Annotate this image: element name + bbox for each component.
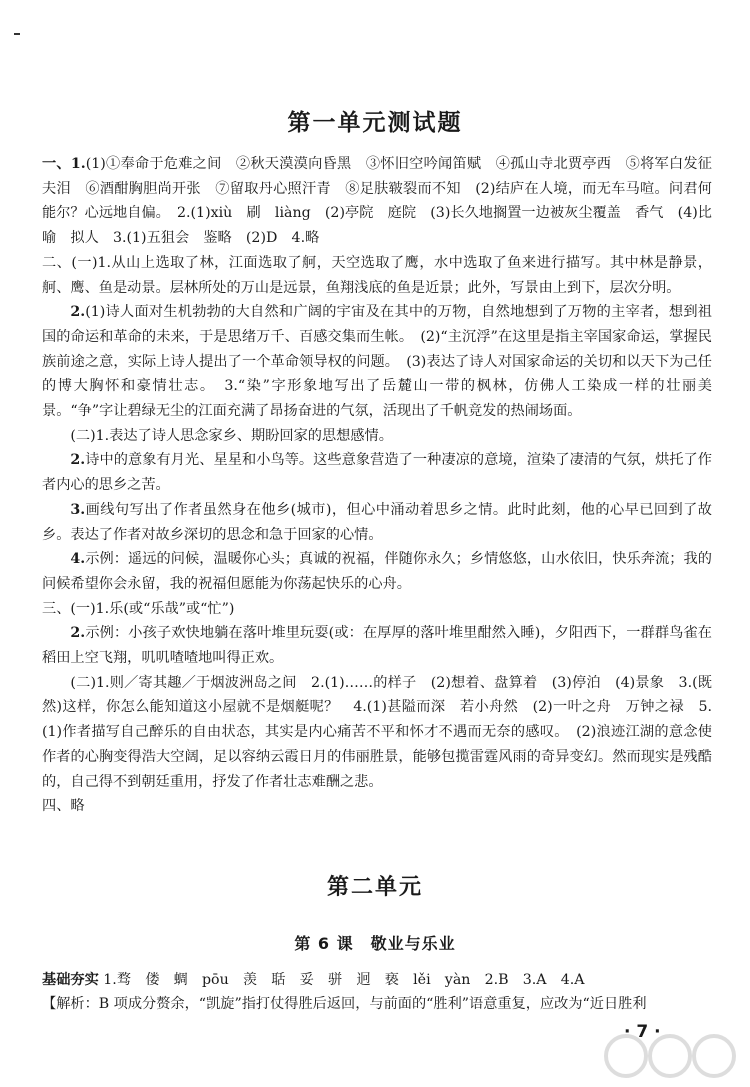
answer-section-2-1 bbox=[42, 251, 712, 300]
answer-text: (二)1.则／寄其趣／于烟波洲岛之间 2.(1)……的样子 (2)想着、盘算着 (3)停泊 (4)景象 3.(既然)这样，你怎么能知道这小屋就不是烟艇呢？ 4.(1)甚隘而深 若小舟然 (2)一叶之舟 万钟之禄 5.(1)作者描写自己醉乐的自由状态，其实是内心痛苦不平和怀才不遇而无奈的感叹。 (2)浪迹江湖的意念使作者的心胸变得浩大空阔，足以容纳云霞日月的伟丽胜景，能够包揽雷霆风雨的奇异变幻。然而现实是残酷的，自己得不到朝廷重用，抒发了作者壮志难酬之悲。 bbox=[42, 674, 712, 790]
answer-text: (1)①奉命于危难之间 ②秋天漠漠向昏黑 ③怀旧空吟闻笛赋 ④孤山寺北贾亭西 ⑤将军白发征夫泪 ⑥酒酣胸胆尚开张 ⑦留取丹心照汗青 ⑧足肤皲裂而不知 (2)结庐在人境，而无车马喧。问君何能尔？心远地自偏。 2.(1)xiù 刷 liàng (2)亭院 庭院 (3)长久地搁置一边被灰尘覆盖 香气 (4)比喻 拟人 3.(1)五狙会 鉴略 (2)D 4.略 bbox=[42, 156, 712, 247]
answer-text: 诗中的意象有月光、星星和小鸟等。这些意象营造了一种凄凉的意境，渲染了凄清的气氛，烘托了作者内心的思乡之苦。 bbox=[42, 452, 712, 494]
basics-label: 基础夯实 bbox=[42, 972, 99, 988]
answer-text: 二、(一)1.从山上选取了林，江面选取了舸，天空选取了鹰，水中选取了鱼来进行描写。其中林是静景，舸、鹰、鱼是动景。层林所处的万山是远景，鱼翔浅底的鱼是近景；此外，写景由上到下，层次分明。 bbox=[42, 254, 712, 296]
answer-number: 4. bbox=[70, 551, 86, 568]
watermark-logo-icon bbox=[600, 1032, 740, 1084]
lesson6-title: 第 6 课 敬业与乐业 bbox=[294, 934, 456, 953]
page-number: · 7 · bbox=[624, 1022, 661, 1042]
answer-text: 示例：小孩子欢快地躺在落叶堆里玩耍(或：在厚厚的落叶堆里酣然入睡)，夕阳西下，一群群鸟雀在稻田上空飞翔，叽叽喳喳地叫得正欢。 bbox=[42, 625, 712, 667]
answer-section-1 bbox=[42, 152, 712, 251]
answer-section-4 bbox=[42, 794, 712, 819]
answer-section-2-b2 bbox=[42, 448, 712, 497]
answer-number: 一、1. bbox=[42, 156, 86, 172]
answer-section-3-b bbox=[42, 671, 712, 795]
answer-text: (二)1.表达了诗人思念家乡、期盼回家的思想感情。 bbox=[70, 427, 393, 444]
answer-number: 3. bbox=[70, 501, 86, 518]
answer-number: 2. bbox=[70, 304, 86, 321]
answer-text: 三、(一)1.乐(或“乐哉”或“忙”) bbox=[42, 600, 235, 617]
answer-text: 画线句写出了作者虽然身在他乡(城市)，但心中涌动着思乡之情。此时此刻，他的心早已回到了故乡。表达了作者对故乡深切的思念和急于回家的心情。 bbox=[42, 501, 712, 543]
answer-text: 示例：遥远的问候，温暖你心头；真诚的祝福，伴随你永久；乡情悠悠，山水依旧，快乐奔流；我的问候希望你会永留，我的祝福但愿能为你荡起快乐的心舟。 bbox=[42, 551, 712, 592]
answer-section-2-b4 bbox=[42, 547, 712, 596]
answer-section-2-2 bbox=[42, 300, 712, 424]
basics-section bbox=[42, 968, 712, 1016]
answer-section-2-b3 bbox=[42, 498, 712, 547]
basics-analysis: 【解析：B 项成分赘余，“凯旋”指打仗得胜后返回，与前面的“胜利”语意重复，应改为“近日胜利 bbox=[42, 996, 647, 1012]
unit1-answers bbox=[42, 152, 712, 819]
answer-text: (1)诗人面对生机勃勃的大自然和广阔的宇宙及在其中的万物，自然地想到了万物的主宰者，想到祖国的命运和革命的未来，于是思绪万千、百感交集而生帐。 (2)“主沉浮”在这里是指主宰国家命运，掌握民族前途之意，实际上诗人提出了一个革命领导权的问题。 (3)表达了诗人对国家命运的关切和以天下为己任的博大胸怀和豪情壮志。 3.“染”字形象地写出了岳麓山一带的枫林，仿佛人工染成一样的壮丽美景。“争”字让碧绿无尘的江面充满了昂扬奋进的气氛，活现出了千帆竞发的热闹场面。 bbox=[42, 304, 712, 420]
basics-line-1 bbox=[42, 968, 712, 992]
corner-mark bbox=[14, 33, 20, 35]
answer-number: 2. bbox=[70, 452, 86, 469]
basics-line-2 bbox=[42, 992, 712, 1016]
answer-number: 2. bbox=[70, 625, 86, 642]
unit1-test-title: 第一单元测试题 bbox=[287, 110, 463, 136]
answer-section-3-2 bbox=[42, 621, 712, 670]
answer-section-3-1 bbox=[42, 597, 712, 622]
answer-text: 四、略 bbox=[42, 798, 85, 815]
basics-answers: 1.骛 偻 蜩 pōu 羡 聒 妥 骈 迥 亵 lěi yàn 2.B 3.A 4.A bbox=[103, 972, 585, 988]
unit2-title: 第二单元 bbox=[326, 875, 423, 900]
answer-section-2-b1 bbox=[42, 424, 712, 449]
